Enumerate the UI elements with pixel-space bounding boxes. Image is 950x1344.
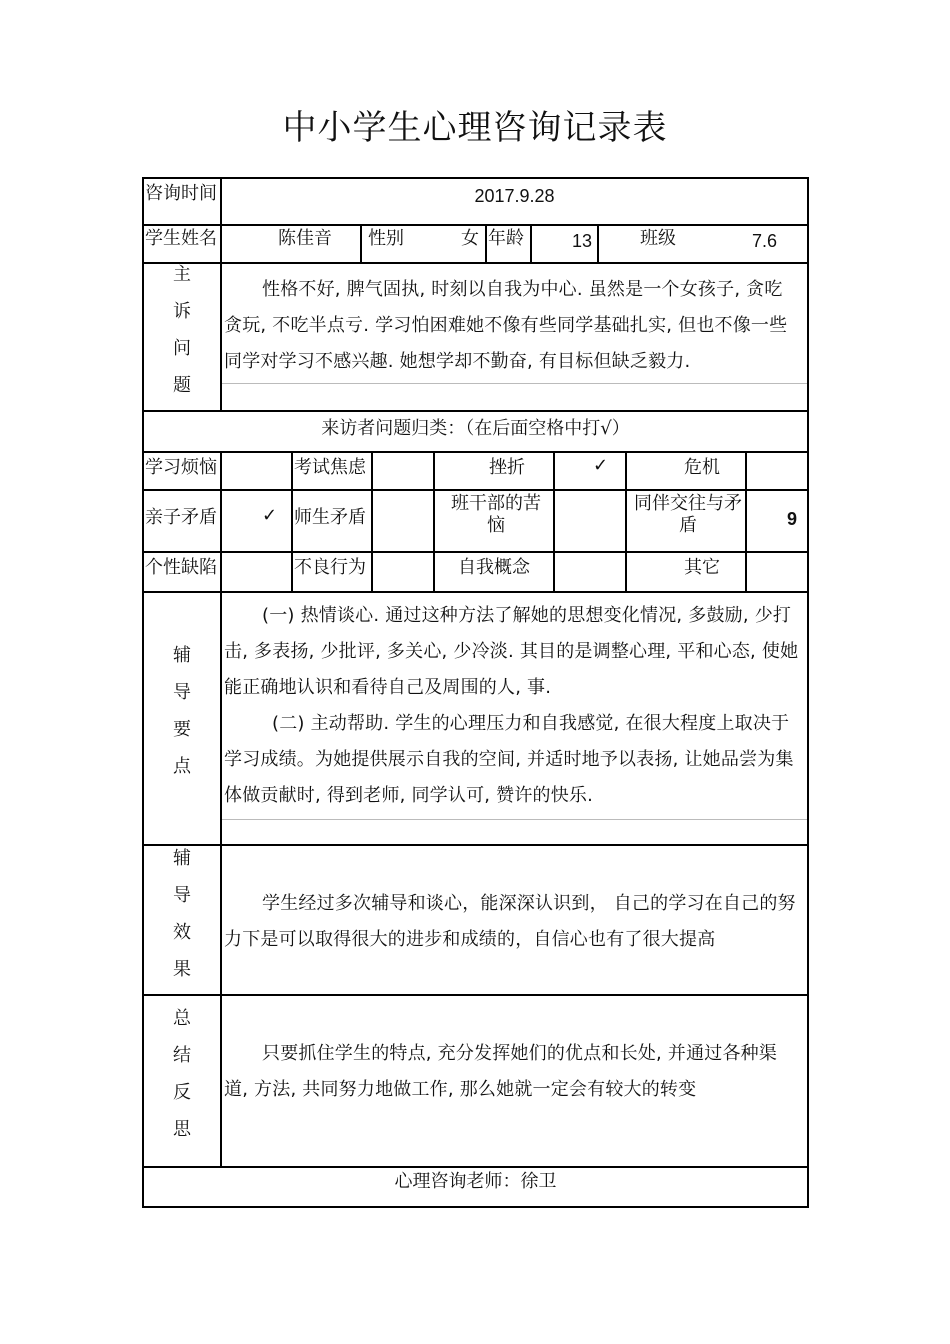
faint-rule <box>222 819 807 820</box>
check-mark-icon: ✓ <box>262 505 278 526</box>
category-mark: 9 <box>787 509 798 529</box>
frame-top <box>142 177 809 179</box>
complaint-line: 同学对学习不感兴趣. 她想学却不勤奋, 有目标但缺乏毅力. <box>224 351 691 372</box>
category-label: 个性缺陷 <box>145 557 217 578</box>
complaint-label-char: 问 <box>173 338 191 359</box>
divider <box>142 551 809 553</box>
cell-line <box>530 224 532 264</box>
effect-label-char: 果 <box>173 959 191 980</box>
effect-line: 学生经过多次辅导和谈心，能深深认识到， 自己的学习在自己的努 <box>262 893 796 914</box>
divider <box>142 489 809 491</box>
reflection-text <box>224 1036 806 1108</box>
complaint-text <box>224 272 806 380</box>
class-value: 7.6 <box>752 231 778 251</box>
reflection-label-char: 思 <box>173 1119 191 1140</box>
faint-rule <box>222 383 807 384</box>
complaint-label-char: 主 <box>173 264 191 285</box>
cell-line <box>360 224 362 264</box>
label-column-line <box>220 177 222 412</box>
frame-bottom <box>142 1206 809 1208</box>
guidance-text <box>224 598 806 814</box>
reflection-label-char: 结 <box>173 1045 191 1066</box>
effect-line: 力下是可以取得很大的进步和成绩的，自信心也有了很大提高 <box>224 929 716 950</box>
category-label: 班干部的苦恼 <box>451 493 541 536</box>
category-label: 不良行为 <box>294 557 366 578</box>
guidance-label-char: 点 <box>173 756 191 777</box>
category-label: 考试焦虑 <box>294 457 366 478</box>
reflection-line: 道, 方法, 共同努力地做工作, 那么她就一定会有较大的转变 <box>224 1079 697 1100</box>
page-title: 中小学生心理咨询记录表 <box>282 108 668 148</box>
teacher-signature: 心理咨询老师：徐卫 <box>394 1171 557 1192</box>
category-label: 同伴交往与矛盾 <box>634 493 742 536</box>
effect-label-char: 导 <box>173 885 191 906</box>
category-label: 亲子矛盾 <box>145 507 217 528</box>
category-label: 危机 <box>684 457 720 478</box>
grid-line <box>371 451 373 593</box>
class-label: 班级 <box>640 228 676 249</box>
divider <box>142 844 809 846</box>
consult-time-value: 2017.9.28 <box>474 186 555 206</box>
guidance-label <box>144 645 220 793</box>
category-label: 学习烦恼 <box>145 457 217 478</box>
reflection-label <box>144 1008 220 1156</box>
effect-text <box>224 886 806 958</box>
guidance-label-char: 导 <box>173 682 191 703</box>
complaint-label-char: 诉 <box>173 301 191 322</box>
complaint-line: 贪玩, 不吃半点亏. 学习怕困难她不像有些同学基础扎实, 但也不像一些 <box>224 315 788 336</box>
guidance-line: 击, 多表扬, 少批评, 多关心, 少冷淡. 其目的是调整心理, 平和心态, 使她 <box>224 641 799 662</box>
effect-label <box>144 848 220 996</box>
guidance-label-char: 要 <box>173 719 191 740</box>
consult-time-label: 咨询时间 <box>145 183 217 204</box>
guidance-line: (一) 热情谈心. 通过这种方法了解她的思想变化情况, 多鼓励, 少打 <box>262 605 792 626</box>
divider <box>142 262 809 264</box>
divider <box>142 994 809 996</box>
student-name-label: 学生姓名 <box>145 228 217 249</box>
guidance-label-char: 辅 <box>173 645 191 666</box>
guidance-line: (二) 主动帮助. 学生的心理压力和自我感觉, 在很大程度上取决于 <box>272 713 790 734</box>
check-mark-icon: ✓ <box>593 455 609 476</box>
guidance-line: 体做贡献时, 得到老师, 同学认可, 赞许的快乐. <box>224 785 594 806</box>
category-label: 挫折 <box>489 457 525 478</box>
divider <box>142 1166 809 1168</box>
frame-right <box>807 177 809 1208</box>
category-label: 师生矛盾 <box>294 507 366 528</box>
cell-line <box>597 224 599 264</box>
label-column-line <box>220 591 222 1168</box>
age-value: 13 <box>572 231 593 251</box>
guidance-line: 能正确地认识和看待自己及周围的人, 事. <box>224 677 552 698</box>
category-label: 其它 <box>684 557 720 578</box>
cell-line <box>485 224 487 264</box>
complaint-label-char: 题 <box>173 375 191 396</box>
divider <box>142 591 809 593</box>
grid-line <box>220 451 222 593</box>
effect-label-char: 效 <box>173 922 191 943</box>
age-label: 年龄 <box>488 228 524 249</box>
category-label: 自我概念 <box>458 557 530 578</box>
divider <box>142 224 809 226</box>
category-header: 来访者问题归类：（在后面空格中打√） <box>321 418 630 439</box>
gender-value: 女 <box>461 228 479 249</box>
gender-label: 性别 <box>368 228 404 249</box>
reflection-label-char: 反 <box>173 1082 191 1103</box>
divider <box>142 451 809 453</box>
student-name-value: 陈佳音 <box>278 228 332 249</box>
divider <box>142 410 809 412</box>
guidance-line: 学习成绩。为她提供展示自我的空间, 并适时地予以表扬, 让她品尝为集 <box>224 749 794 770</box>
complaint-label <box>144 264 220 412</box>
effect-label-char: 辅 <box>173 848 191 869</box>
reflection-line: 只要抓住学生的特点, 充分发挥她们的优点和长处, 并通过各种渠 <box>262 1043 778 1064</box>
reflection-label-char: 总 <box>173 1008 191 1029</box>
grid-line <box>291 451 293 593</box>
complaint-line: 性格不好, 脾气固执, 时刻以自我为中心. 虽然是一个女孩子, 贪吃 <box>262 279 783 300</box>
